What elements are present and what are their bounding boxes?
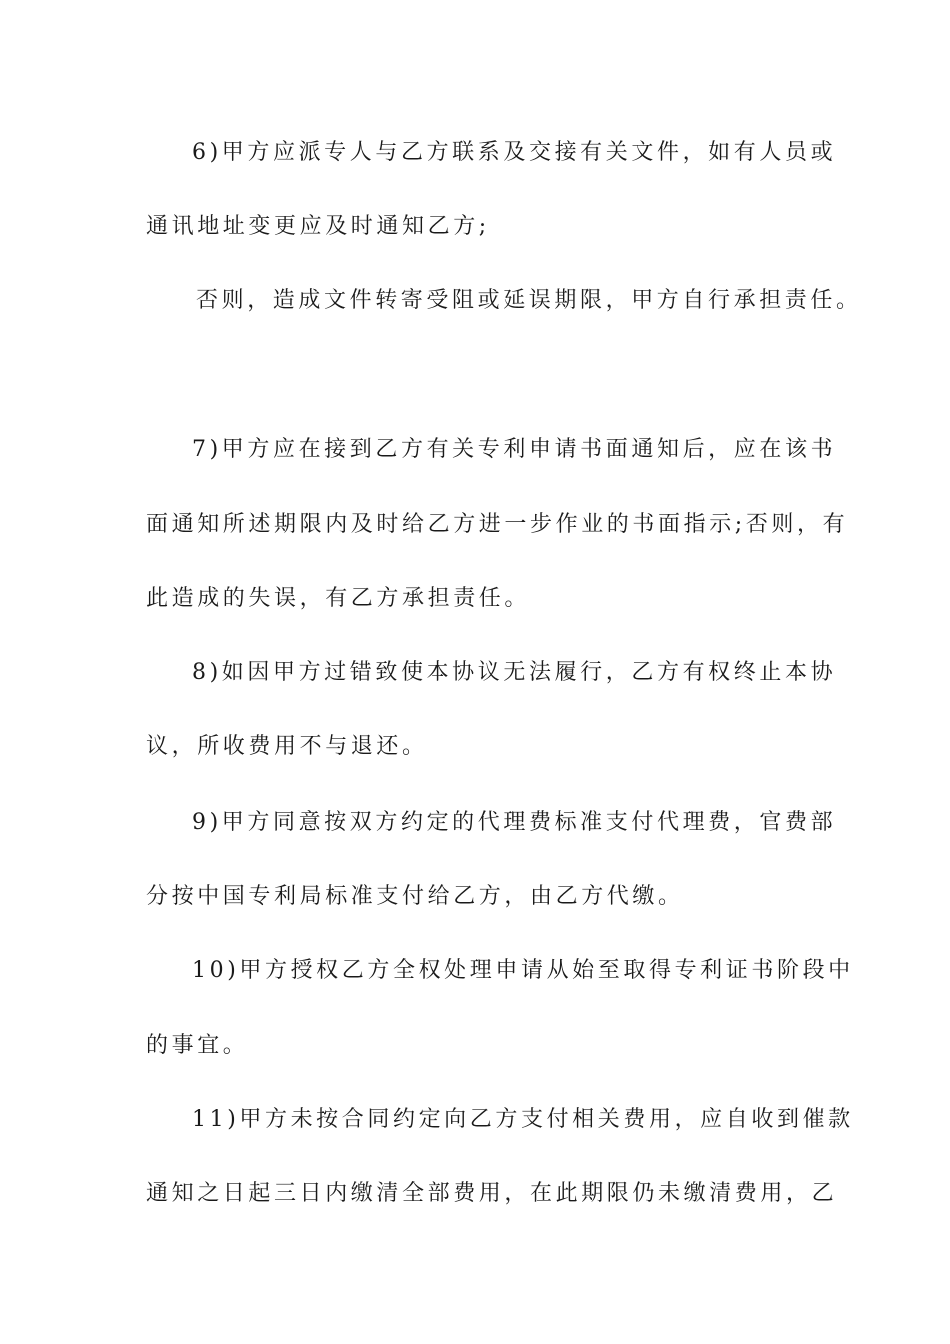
paragraph-7-line-3: 此造成的失误，有乙方承担责任。	[146, 586, 531, 611]
paragraph-9-line-1: 9)甲方同意按双方约定的代理费标准支付代理费，官费部	[192, 810, 837, 835]
paragraph-7-line-2: 面通知所述期限内及时给乙方进一步作业的书面指示;否则，有	[146, 512, 849, 537]
paragraph-9-line-2: 分按中国专利局标准支付给乙方，由乙方代缴。	[146, 884, 684, 909]
paragraph-6-line-3: 否则，造成文件转寄受阻或延误期限，甲方自行承担责任。	[196, 288, 862, 313]
paragraph-6-line-2: 通讯地址变更应及时通知乙方;	[146, 214, 490, 239]
paragraph-10-line-2: 的事宜。	[146, 1033, 249, 1058]
paragraph-8-line-1: 8)如因甲方过错致使本协议无法履行，乙方有权终止本协	[192, 660, 837, 685]
paragraph-10-line-1: 10)甲方授权乙方全权处理申请从始至取得专利证书阶段中	[192, 958, 854, 983]
paragraph-11-line-2: 通知之日起三日内缴清全部费用，在此期限仍未缴清费用，乙	[146, 1181, 838, 1206]
paragraph-6-line-1: 6)甲方应派专人与乙方联系及交接有关文件，如有人员或	[192, 140, 837, 165]
paragraph-11-line-1: 11)甲方未按合同约定向乙方支付相关费用，应自收到催款	[192, 1107, 854, 1132]
paragraph-8-line-2: 议，所收费用不与退还。	[146, 734, 428, 759]
paragraph-7-line-1: 7)甲方应在接到乙方有关专利申请书面通知后，应在该书	[192, 437, 837, 462]
